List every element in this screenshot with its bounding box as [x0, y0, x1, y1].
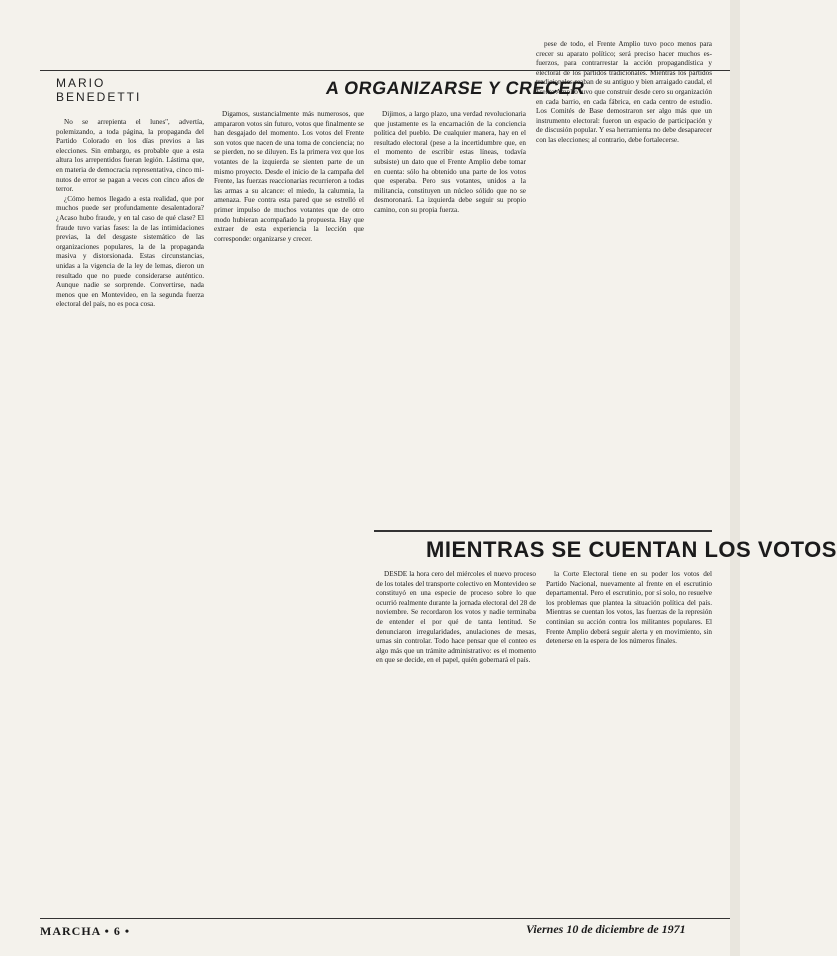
second-article-column-2	[546, 570, 712, 914]
article-column-3	[374, 110, 526, 530]
headline-second: MIENTRAS SE CUENTAN LOS VOTOS	[426, 537, 837, 562]
footer-date: Viernes 10 de diciembre de 1971	[526, 922, 686, 936]
second-article-column-1	[376, 570, 536, 914]
article-column-2	[214, 110, 364, 914]
body-paragraph: pese de todo, el Frente Amplio tuvo poco menos para crecer su aparato político; será preciso hacer muchos esfuerzos, para contrarrestar la acción propagandística y electoral de los partidos tradicionales. Mientras los partidos tradicionales reaban de su antiguo y bien arraigado caudal, el Frente Amplio tuvo que construir desde cero su organización en cada barrio, en cada fábrica, en cada centro de estudio. Los Comités de Base demostraron ser algo más que un instrumento electoral: fueron un espacio de participación y de discusión popular. Y esa herramienta no debe desaparecer con las elecciones; al contrario, debe fortalecerse.	[536, 40, 712, 144]
article-column-1	[56, 118, 204, 914]
page-edge-shadow	[730, 0, 740, 956]
section-divider	[374, 530, 712, 532]
body-paragraph: la Corte Electoral tiene en su poder los votos del Partido Nacional, nuevamente al frente en el escrutinio departamental. Pero el escrutinio, por sí solo, no resuelve los problemas que plantea la situación política del país. Mientras se cuentan los votos, las fuerzas de la represión continúan su acción contra los militantes populares. El Frente Amplio deberá seguir alerta y en movimiento, sin detenerse en la espera de los números finales.	[546, 570, 712, 646]
headline-main: A ORGANIZARSE Y CRECER	[324, 78, 587, 98]
author-byline: MARIO BENEDETTI	[56, 76, 142, 104]
article-column-4	[536, 40, 712, 530]
body-paragraph: DESDE la hora cero del miércoles el nuevo proceso de los totales del transporte colectivo en Montevideo se constituyó en una especie de proceso sobre lo que ocurrió realmente durante la jornada electoral del 28 de noviembre. Se recordaron los votos y nadie terminaba de entender el por qué de tanta lentitud. Se denunciaron irregularidades, anulaciones de mesas, urnas sin controlar. Todo hace pensar que el conteo es algo más que un trámite administrativo: es el momento en que se decide, en el papel, quién gobernará el país.	[376, 570, 536, 665]
body-paragraph: Dijimos, a largo plazo, una verdad revolucionaria que justamente es la encarnación de la conciencia política del pueblo. De cualquier manera, hay en el resultado electoral (pese a la incertidumbre que, en el momento de escribir estas líneas, todavía subsiste) un dato que el Frente Amplio debe tomar en cuenta: sólo ha obtenido una parte de los votos que esperaba. Pero sus votantes, unidos a la militancia, constituyen un núcleo sólido que no se desmoronará. La izquierda debe seguir su propio camino, con su propia fuerza.	[374, 110, 526, 214]
body-paragraph: Digamos, sustancialmente más numerosos, que ampararon votos sin futuro, votos que finalmente se han desgajado del momento. Los votos del Frente son votos que nacen de una toma de conciencia; no se pierden, no se diluyen. Es la primera vez que los votantes de la izquierda se sienten parte de un mismo proyecto. Desde el inicio de la campaña del Frente, las fuerzas reaccionarias recurrieron a todas las armas a su alcance: el miedo, la calumnia, la amenaza. Fue contra esta pared que se estrelló el primer impulso de muchos votantes que de otro modo hubieran acompañado la propuesta. Hay que extraer de esta experiencia la lección que corresponde: organizarse y crecer.	[214, 110, 364, 243]
footer-rule	[40, 918, 730, 919]
footer-publication: MARCHA • 6 •	[40, 924, 131, 938]
intro-paragraph: No se arrepienta el lunes'', advertía, polemizando, a toda página, la propaganda del Partido Colorado en los días previos a las elecciones. Sin embargo, es probable que a esta altura los arrepentidos fueran legión. Lástima que, en materia de democracia representativa, cinco minutos de error se pagan a veces con cinco años de terror.	[56, 118, 204, 194]
body-paragraph: ¿Cómo hemos llegado a esta realidad, que por muchos puede ser profundamente desalentadora? ¿Acaso hubo fraude, y en tal caso de qué clase? El fraude tuvo varias fases: la de las intimidaciones previas, la del desgaste sistemático de las organizaciones populares, la de la propaganda masiva y distorsionada. Estas circunstancias, unidas a la vigencia de la ley de lemas, dieron un resultado que no puede considerarse auténtico. Aunque nadie se sorprende. Convertirse, nada menos que en Montevideo, en la segunda fuerza electoral del país, no es poca cosa.	[56, 194, 204, 309]
